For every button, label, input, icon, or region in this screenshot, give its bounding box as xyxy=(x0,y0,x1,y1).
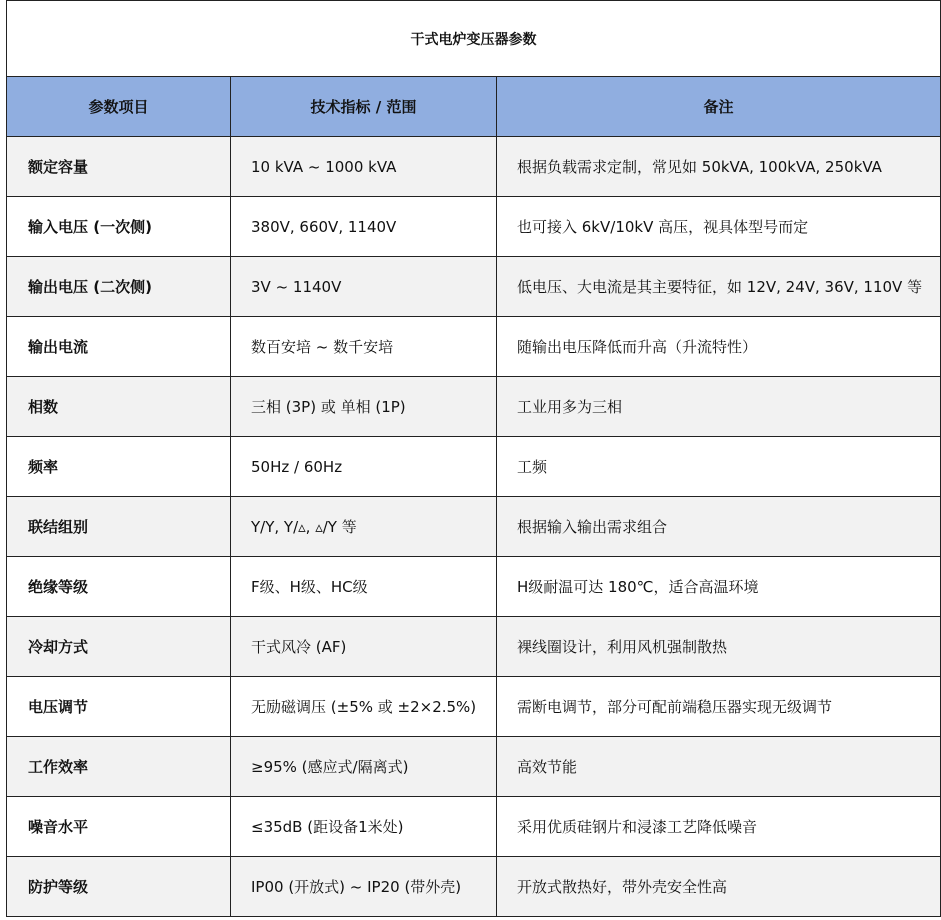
param-name-cell: 相数 xyxy=(7,377,231,437)
header-spec: 技术指标 / 范围 xyxy=(231,77,497,137)
spec-cell: 10 kVA ~ 1000 kVA xyxy=(231,137,497,197)
header-param: 参数项目 xyxy=(7,77,231,137)
note-cell: 需断电调节，部分可配前端稳压器实现无级调节 xyxy=(497,677,941,737)
spec-cell: 干式风冷 (AF) xyxy=(231,617,497,677)
table-row xyxy=(7,737,941,797)
note-cell: 裸线圈设计，利用风机强制散热 xyxy=(497,617,941,677)
param-name-cell: 输出电流 xyxy=(7,317,231,377)
param-name-cell: 绝缘等级 xyxy=(7,557,231,617)
table-title: 干式电炉变压器参数 xyxy=(7,1,941,77)
table-row xyxy=(7,857,941,917)
spec-cell: 380V, 660V, 1140V xyxy=(231,197,497,257)
spec-cell: F级、H级、HC级 xyxy=(231,557,497,617)
spec-cell: 无励磁调压 (±5% 或 ±2×2.5%) xyxy=(231,677,497,737)
spec-cell: IP00 (开放式) ~ IP20 (带外壳) xyxy=(231,857,497,917)
table-row xyxy=(7,797,941,857)
param-name-cell: 频率 xyxy=(7,437,231,497)
table-row xyxy=(7,617,941,677)
spec-cell: 数百安培 ~ 数千安培 xyxy=(231,317,497,377)
note-cell: 工频 xyxy=(497,437,941,497)
param-name-cell: 电压调节 xyxy=(7,677,231,737)
note-cell: 根据负载需求定制，常见如 50kVA, 100kVA, 250kVA xyxy=(497,137,941,197)
note-cell: 工业用多为三相 xyxy=(497,377,941,437)
table-body xyxy=(7,137,941,917)
table-row xyxy=(7,437,941,497)
note-cell: 低电压、大电流是其主要特征，如 12V, 24V, 36V, 110V 等 xyxy=(497,257,941,317)
param-name-cell: 输出电压 (二次侧) xyxy=(7,257,231,317)
parameter-table xyxy=(6,0,941,917)
note-cell: 高效节能 xyxy=(497,737,941,797)
note-cell: 采用优质硅钢片和浸漆工艺降低噪音 xyxy=(497,797,941,857)
param-name-cell: 防护等级 xyxy=(7,857,231,917)
table-row xyxy=(7,197,941,257)
table-row xyxy=(7,497,941,557)
note-cell: 开放式散热好，带外壳安全性高 xyxy=(497,857,941,917)
spec-cell: Y/Y, Y/▵, ▵/Y 等 xyxy=(231,497,497,557)
note-cell: 也可接入 6kV/10kV 高压，视具体型号而定 xyxy=(497,197,941,257)
table-row xyxy=(7,377,941,437)
param-name-cell: 噪音水平 xyxy=(7,797,231,857)
table-row xyxy=(7,137,941,197)
param-name-cell: 冷却方式 xyxy=(7,617,231,677)
table-row xyxy=(7,677,941,737)
table-row xyxy=(7,317,941,377)
param-name-cell: 额定容量 xyxy=(7,137,231,197)
spec-cell: ≤35dB (距设备1米处) xyxy=(231,797,497,857)
spec-cell: ≥95% (感应式/隔离式) xyxy=(231,737,497,797)
table-row xyxy=(7,557,941,617)
spec-cell: 50Hz / 60Hz xyxy=(231,437,497,497)
param-name-cell: 输入电压 (一次侧) xyxy=(7,197,231,257)
spec-cell: 三相 (3P) 或 单相 (1P) xyxy=(231,377,497,437)
note-cell: 根据输入输出需求组合 xyxy=(497,497,941,557)
spec-cell: 3V ~ 1140V xyxy=(231,257,497,317)
table-row xyxy=(7,257,941,317)
note-cell: 随输出电压降低而升高（升流特性） xyxy=(497,317,941,377)
note-cell: H级耐温可达 180℃，适合高温环境 xyxy=(497,557,941,617)
header-note: 备注 xyxy=(497,77,941,137)
header-row xyxy=(7,77,941,137)
param-name-cell: 工作效率 xyxy=(7,737,231,797)
param-name-cell: 联结组别 xyxy=(7,497,231,557)
